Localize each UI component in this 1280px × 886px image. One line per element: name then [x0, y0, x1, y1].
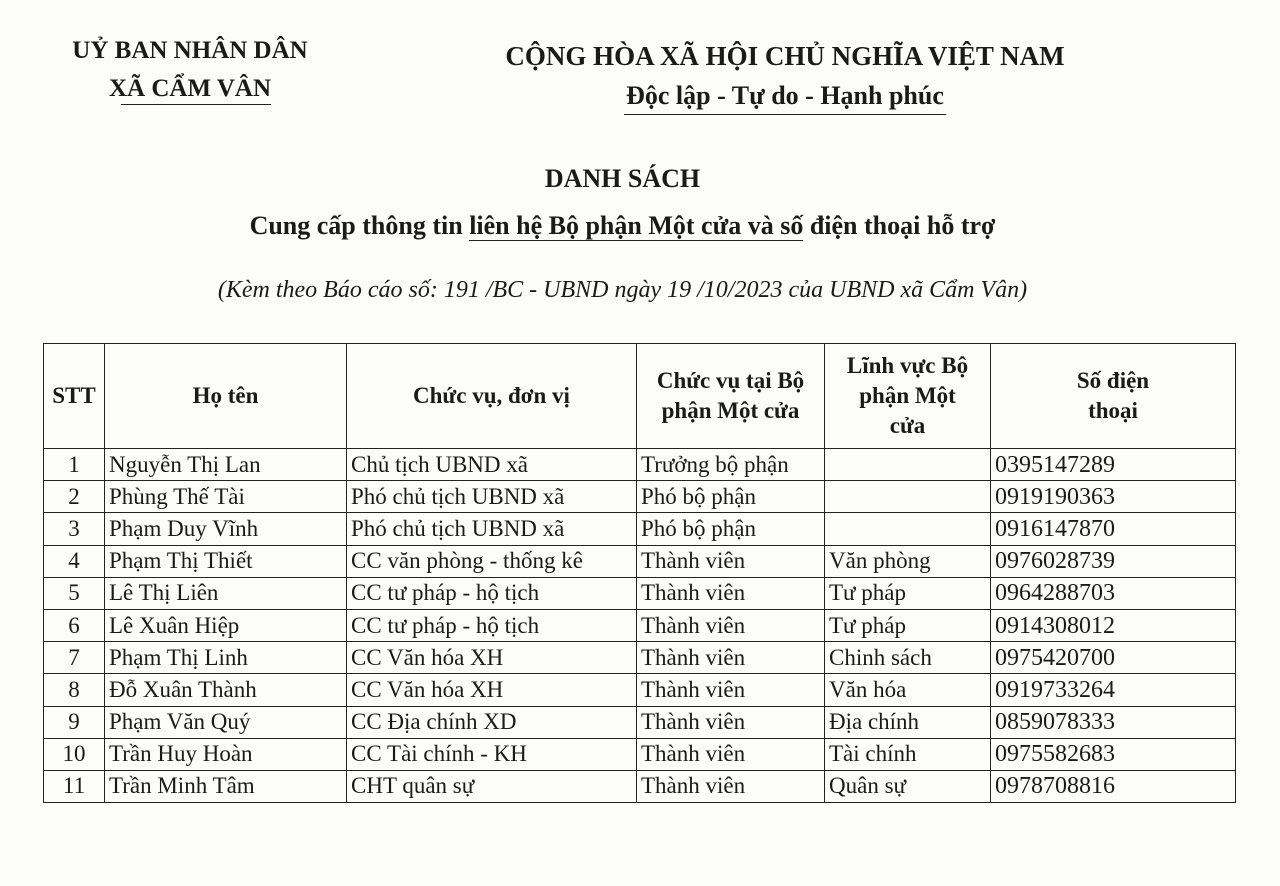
cell-position: Phó chủ tịch UBND xã — [347, 481, 637, 513]
header-phone-line2: thoại — [1088, 398, 1138, 423]
header-field — [825, 344, 991, 449]
cell-name: Lê Thị Liên — [105, 577, 347, 609]
cell-phone: 0916147870 — [991, 513, 1236, 545]
document-reference-note: (Kèm theo Báo cáo số: 191 /BC - UBND ngày 19 /10/2023 của UBND xã Cẩm Vân) — [217, 277, 1028, 303]
cell-phone: 0859078333 — [991, 706, 1236, 738]
table-row — [44, 674, 1236, 706]
issuing-organization — [30, 32, 350, 109]
cell-name: Nguyễn Thị Lan — [105, 449, 347, 481]
cell-stt: 3 — [44, 513, 105, 545]
cell-role: Thành viên — [637, 738, 825, 770]
cell-field: Chinh sách — [825, 642, 991, 674]
table-row — [44, 513, 1236, 545]
cell-field — [825, 481, 991, 513]
org-name-line2: XÃ CẨM VÂN — [108, 75, 272, 102]
cell-name: Lê Xuân Hiệp — [105, 609, 347, 641]
cell-field: Quân sự — [825, 770, 991, 802]
cell-name: Phạm Văn Quý — [105, 706, 347, 738]
cell-phone: 0975582683 — [991, 738, 1236, 770]
cell-stt: 4 — [44, 545, 105, 577]
cell-field — [825, 449, 991, 481]
table-row — [44, 609, 1236, 641]
nation-name: CỘNG HÒA XÃ HỘI CHỦ NGHĨA VIỆT NAM — [505, 41, 1065, 71]
cell-name: Phùng Thế Tài — [105, 481, 347, 513]
cell-name: Trần Minh Tâm — [105, 770, 347, 802]
cell-stt: 5 — [44, 577, 105, 609]
header-field-line2: phận Một — [859, 383, 956, 408]
cell-stt: 8 — [44, 674, 105, 706]
cell-stt: 1 — [44, 449, 105, 481]
header-position: Chức vụ, đơn vị — [347, 344, 637, 449]
cell-phone: 0919190363 — [991, 481, 1236, 513]
header-phone — [991, 344, 1236, 449]
cell-name: Phạm Thị Linh — [105, 642, 347, 674]
national-header — [440, 34, 1130, 122]
header-field-line1: Lĩnh vực Bộ — [846, 353, 969, 378]
cell-phone: 0976028739 — [991, 545, 1236, 577]
cell-role: Thành viên — [637, 577, 825, 609]
cell-phone: 0978708816 — [991, 770, 1236, 802]
cell-name: Trần Huy Hoàn — [105, 738, 347, 770]
cell-field — [825, 513, 991, 545]
cell-name: Phạm Thị Thiết — [105, 545, 347, 577]
org-underline — [121, 104, 271, 105]
cell-field: Tư pháp — [825, 577, 991, 609]
cell-position: CC Văn hóa XH — [347, 642, 637, 674]
table-row — [44, 642, 1236, 674]
national-motto: Độc lập - Tự do - Hạnh phúc — [624, 78, 946, 115]
cell-position: CC Văn hóa XH — [347, 674, 637, 706]
cell-role: Thành viên — [637, 545, 825, 577]
table-row — [44, 770, 1236, 802]
cell-position: CC Địa chính XD — [347, 706, 637, 738]
table-row — [44, 545, 1236, 577]
cell-stt: 6 — [44, 609, 105, 641]
cell-phone: 0964288703 — [991, 577, 1236, 609]
cell-phone: 0919733264 — [991, 674, 1236, 706]
table-row — [44, 481, 1236, 513]
cell-position: Phó chủ tịch UBND xã — [347, 513, 637, 545]
table-row — [44, 738, 1236, 770]
cell-phone: 0395147289 — [991, 449, 1236, 481]
cell-field: Văn hóa — [825, 674, 991, 706]
header-name: Họ tên — [105, 344, 347, 449]
cell-stt: 9 — [44, 706, 105, 738]
cell-role: Thành viên — [637, 642, 825, 674]
cell-name: Phạm Duy Vĩnh — [105, 513, 347, 545]
cell-field: Địa chính — [825, 706, 991, 738]
cell-phone: 0914308012 — [991, 609, 1236, 641]
header-role-line1: Chức vụ tại Bộ — [656, 368, 805, 393]
contact-table — [43, 343, 1236, 803]
cell-name: Đỗ Xuân Thành — [105, 674, 347, 706]
cell-phone: 0975420700 — [991, 642, 1236, 674]
table-row — [44, 706, 1236, 738]
cell-stt: 7 — [44, 642, 105, 674]
cell-role: Thành viên — [637, 609, 825, 641]
cell-position: CC Tài chính - KH — [347, 738, 637, 770]
header-stt: STT — [44, 344, 105, 449]
subtitle-part3: điện thoại hỗ trợ — [803, 211, 996, 240]
table-header-row — [44, 344, 1236, 449]
cell-position: CC văn phòng - thống kê — [347, 545, 637, 577]
cell-position: Chủ tịch UBND xã — [347, 449, 637, 481]
table-row — [44, 449, 1236, 481]
document-title: DANH SÁCH — [544, 164, 701, 193]
cell-position: CHT quân sự — [347, 770, 637, 802]
cell-role: Thành viên — [637, 674, 825, 706]
cell-stt: 10 — [44, 738, 105, 770]
cell-role: Thành viên — [637, 770, 825, 802]
header-phone-line1: Số điện — [1076, 368, 1150, 393]
cell-role: Phó bộ phận — [637, 513, 825, 545]
cell-role: Trưởng bộ phận — [637, 449, 825, 481]
cell-stt: 2 — [44, 481, 105, 513]
header-field-line3: cửa — [889, 413, 926, 438]
cell-position: CC tư pháp - hộ tịch — [347, 577, 637, 609]
subtitle-part2: liên hệ Bộ phận Một cửa và số — [469, 211, 804, 240]
header-role — [637, 344, 825, 449]
cell-field: Tư pháp — [825, 609, 991, 641]
cell-field: Tài chính — [825, 738, 991, 770]
org-name-line1: UỶ BAN NHÂN DÂN — [72, 37, 308, 64]
subtitle-part1: Cung cấp thông tin — [249, 211, 470, 240]
cell-role: Thành viên — [637, 706, 825, 738]
cell-field: Văn phòng — [825, 545, 991, 577]
table-row — [44, 577, 1236, 609]
header-role-line2: phận Một cửa — [661, 398, 800, 423]
document-subtitle — [0, 211, 1245, 241]
cell-stt: 11 — [44, 770, 105, 802]
cell-position: CC tư pháp - hộ tịch — [347, 609, 637, 641]
cell-role: Phó bộ phận — [637, 481, 825, 513]
